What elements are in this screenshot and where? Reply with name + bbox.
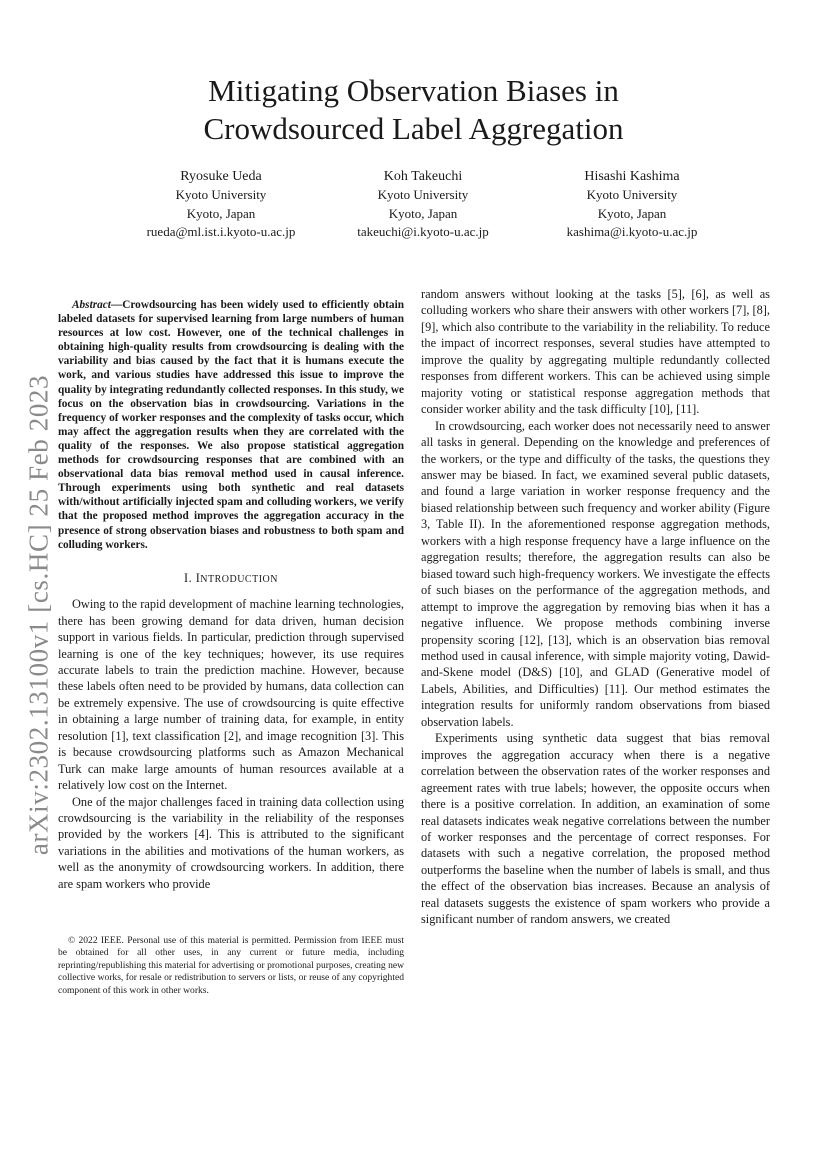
title-line-1: Mitigating Observation Biases in xyxy=(208,73,619,108)
paragraph: Owing to the rapid development of machine learning technologies, there has been growing demand for data driven, human decision support in various fields. In particular, prediction through supervised learning is one of the key techniques; however, its use requires accurate labels to train the prediction machine. However, because these labels often need to be provided by humans, data collection can be extremely expensive. The use of crowdsourcing is quite effective in obtaining a large number of training data, for example, in entity resolution [1], text classification [2], and image recognition [3]. This is because crowdsourcing platforms such as Amazon Mechanical Turk can make large amounts of human resources available at a relatively low cost on the Internet. xyxy=(58,597,404,793)
section-title-initial: I xyxy=(195,570,201,585)
author-name: Koh Takeuchi xyxy=(383,169,463,184)
arxiv-sidebar xyxy=(17,365,61,865)
author-name: Ryosuke Ueda xyxy=(180,169,262,184)
author-name: Hisashi Kashima xyxy=(584,169,680,184)
section-title-rest: NTRODUCTION xyxy=(200,573,278,585)
paragraph: In crowdsourcing, each worker does not necessarily need to answer all tasks in general. Depending on the knowledge and preferences of the workers, or the type and difficulty of the tasks, the questions they answer may be biased. In fact, we examined several public datasets, and found a large variation in worker response frequency and the biased relationship between such frequency and worker ability (Figure 3, Table II). In the aforementioned response aggregation methods, workers with a high response frequency have a large influence on the aggregation results; therefore, the aggregation results can also be biased toward such high-frequency workers. We investigate the effects of such biases on the performance of the aggregation methods, and attempt to improve the aggregation by removing bias when it has a negative influence. We propose methods combining inverse propensity scoring [12], [13], which is an observation bias removal method used in causal inference, with simple majority voting, Dawid-and-Skene model (D&S) [10], and GLAD (Generative model of Labels, Abilities, and Difficulties) [11]. Our method estimates the integration results for uniformly random observations from biased observation labels. xyxy=(421,418,770,729)
abstract-text: —Crowdsourcing has been widely used to efficiently obtain labeled datasets for supervised learning from large numbers of human resources at low cost. However, one of the technical challenges in obtaining high-quality results from crowdsourcing is dealing with the variability and bias caused by the fact that it is humans execute the work, and various studies have addressed this issue to improve the quality by integrating redundantly collected responses. In this study, we focus on the observation bias in crowdsourcing. Variations in the frequency of worker responses and the complexity of tasks occur, which may affect the aggregation results when they are correlated with the quality of the responses. We also propose statistical aggregation methods for crowdsourcing responses that are combined with an observational data bias removal method used in causal inference. Through experiments using both synthetic and real datasets with/without artificially injected spam and colluding workers, we verify that the proposed method improves the aggregation accuracy in the presence of strong observation biases and robustness to both spam and colluding workers. xyxy=(58,299,404,551)
left-column xyxy=(58,298,404,892)
author-3 xyxy=(502,167,762,242)
paper-title xyxy=(0,72,827,148)
arxiv-stamp: arXiv:2302.13100v1 [cs.HC] 25 Feb 2023 xyxy=(23,374,54,856)
paragraph: Experiments using synthetic data suggest that bias removal improves the aggregation accuracy when there is a negative correlation between the observation rates of the worker responses and agreement rates with true labels; however, the opposite occurs when there is a positive correlation. In addition, an examination of some real datasets indicates weak negative correlations between the number of worker responses and the percentage of correct responses. For datasets with such a negative correlation, the proposed method outperforms the baseline when the number of labels is small, and thus the effect of the observation bias increases. Because an analysis of real datasets suggests the existence of spam workers who provide a significant number of random answers, we created xyxy=(421,731,770,927)
author-affiliation: Kyoto University xyxy=(586,187,678,202)
right-column xyxy=(421,286,770,928)
author-location: Kyoto, Japan xyxy=(186,205,256,221)
author-location: Kyoto, Japan xyxy=(388,205,458,221)
author-location: Kyoto, Japan xyxy=(597,205,667,221)
author-email: kashima@i.kyoto-u.ac.jp xyxy=(566,224,698,239)
title-line-2: Crowdsourced Label Aggregation xyxy=(203,111,624,146)
paragraph: One of the major challenges faced in training data collection using crowdsourcing is the variability in the reliability of the responses provided by the workers [4]. This is attributed to the significant variations in the abilities and motivations of the human workers, as well as the anonymity of crowdsourcing workers. In addition, there are spam workers who provide xyxy=(58,794,404,891)
abstract xyxy=(58,298,404,552)
author-email: rueda@ml.ist.i.kyoto-u.ac.jp xyxy=(146,224,296,239)
section-heading-introduction xyxy=(58,570,404,588)
author-email: takeuchi@i.kyoto-u.ac.jp xyxy=(357,224,489,239)
author-affiliation: Kyoto University xyxy=(377,187,469,202)
paragraph: random answers without looking at the tasks [5], [6], as well as colluding workers who share their answers with other workers [7], [8], [9], which also contribute to the variability in the reliability. To reduce the impact of incorrect responses, several studies have attempted to improve the quality by aggregating multiple redundantly collected responses from different workers. This can be achieved using simple majority voting or statistical response aggregation methods that consider worker ability and the task difficulty [10], [11]. xyxy=(421,287,770,417)
copyright-notice: © 2022 IEEE. Personal use of this material is permitted. Permission from IEEE must be obtained for all other uses, in any current or future media, including reprinting/republishing this material for advertising or promotional purposes, creating new collective works, for resale or redistribution to servers or lists, or reuse of any copyrighted component of this work in other works. xyxy=(58,935,404,996)
author-affiliation: Kyoto University xyxy=(175,187,267,202)
section-number: I. xyxy=(184,570,193,585)
abstract-label: Abstract xyxy=(72,299,111,311)
